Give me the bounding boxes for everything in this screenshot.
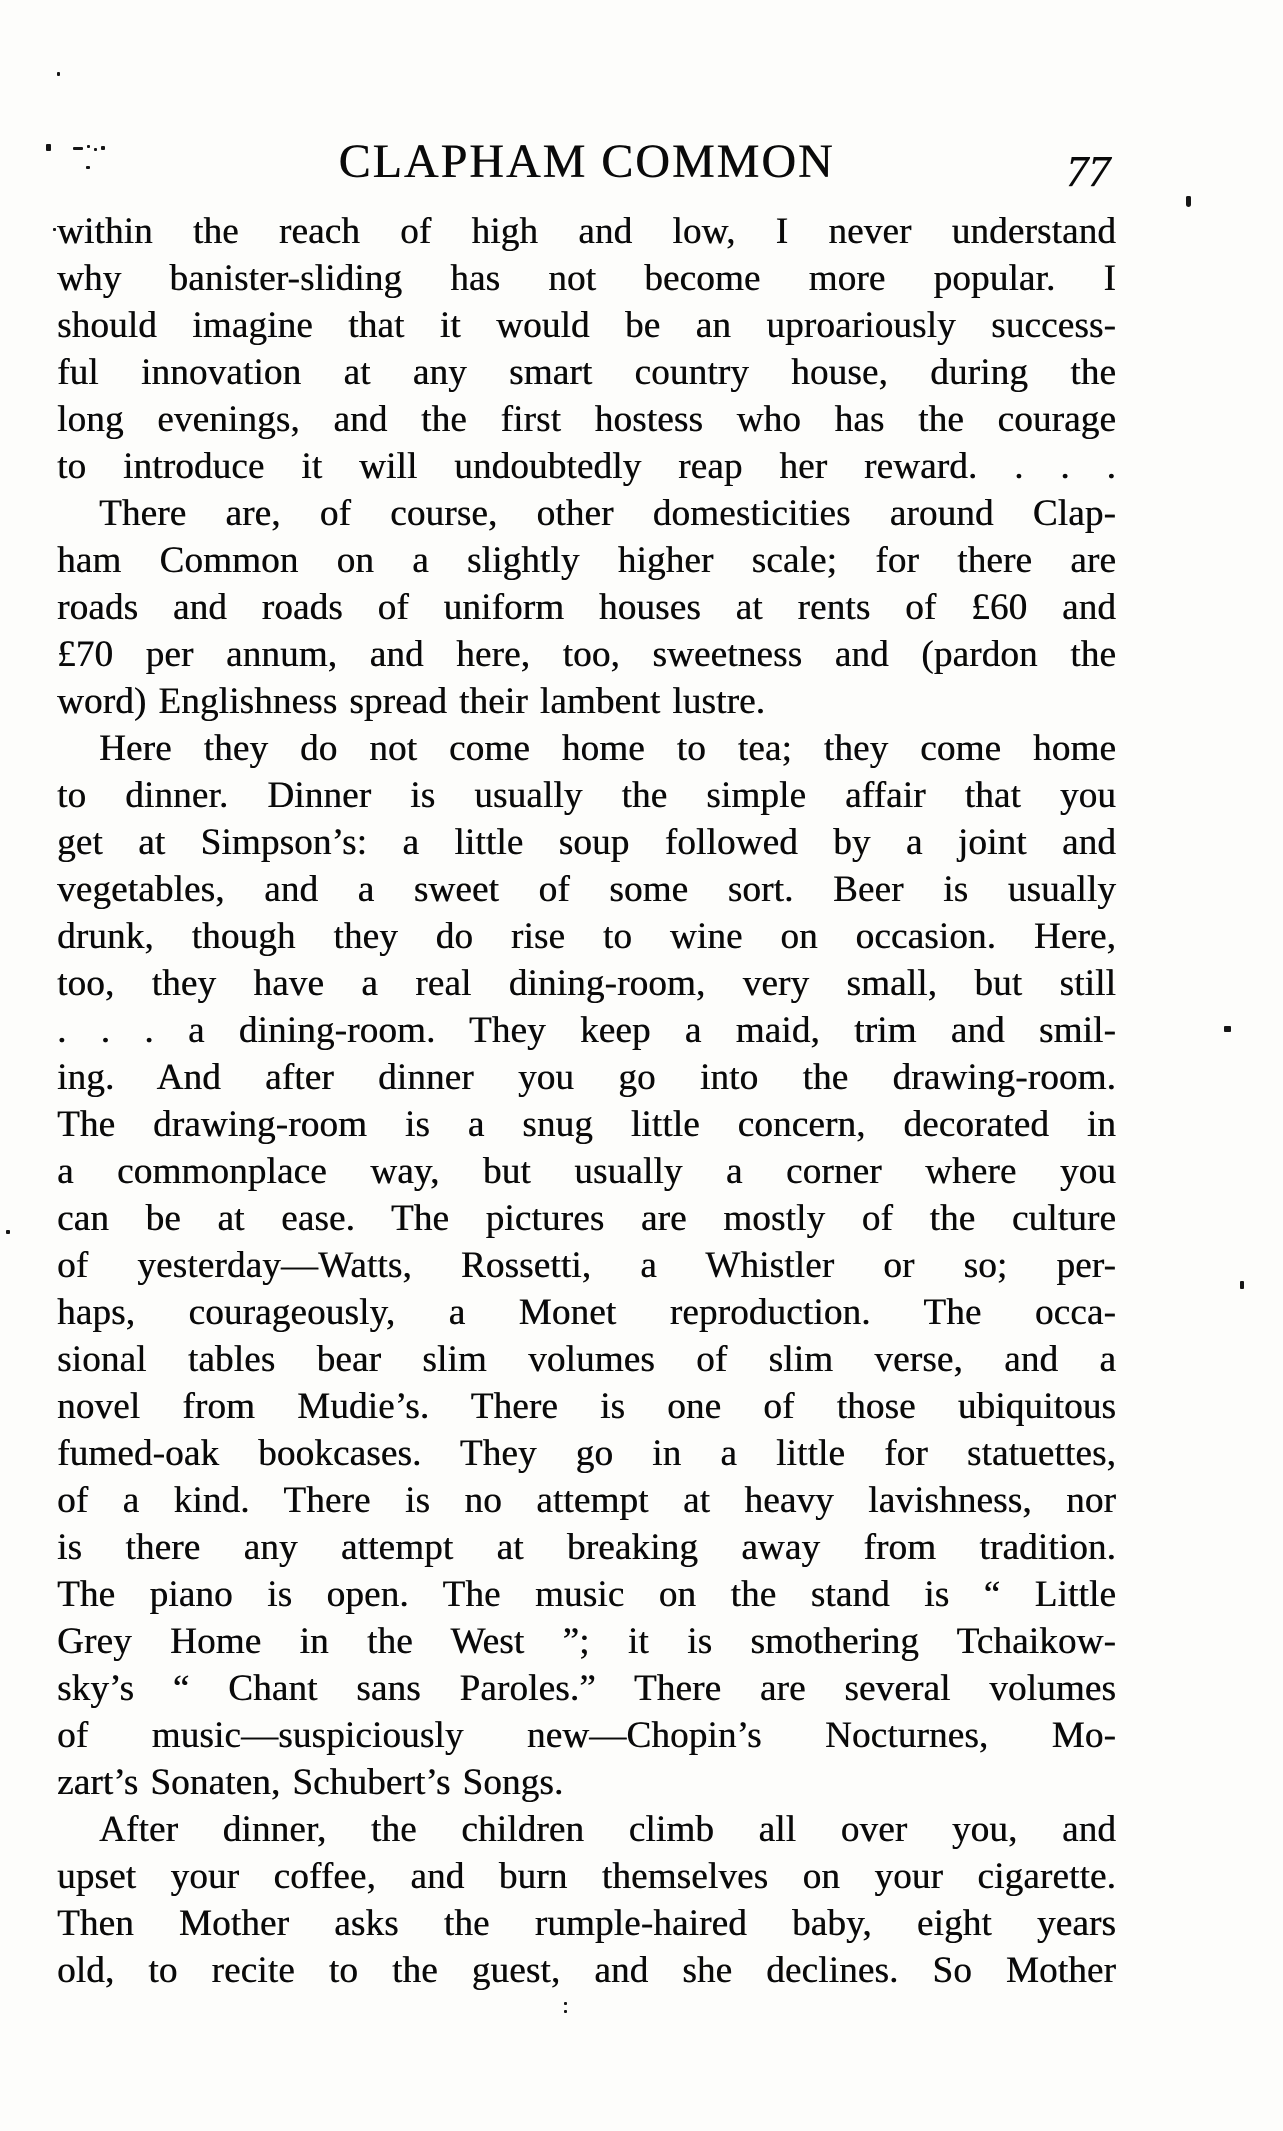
text-line: long evenings, and the first hostess who has the courage <box>57 399 1116 440</box>
text-line: sional tables bear slim volumes of slim verse, and a <box>57 1339 1116 1380</box>
text-line: upset your coffee, and burn themselves on your cigarette. <box>57 1856 1116 1897</box>
text-line: vegetables, and a sweet of some sort. Beer is usually <box>57 869 1116 910</box>
running-head-title: CLAPHAM COMMON <box>338 135 835 188</box>
scan-speck <box>87 145 90 148</box>
text-line: drunk, though they do rise to wine on occasion. Here, <box>57 916 1116 957</box>
paragraph <box>57 725 1116 1806</box>
text-line: The drawing-room is a snug little concern, decorated in <box>57 1104 1116 1145</box>
scan-speck <box>6 1230 10 1234</box>
text-line: Then Mother asks the rumple-haired baby, eight years <box>57 1903 1116 1944</box>
text-line: too, they have a real dining-room, very small, but still <box>57 963 1116 1004</box>
text-line: haps, courageously, a Monet reproduction. The occa- <box>57 1292 1116 1333</box>
text-line: Here they do not come home to tea; they come home <box>99 728 1116 769</box>
text-line: of yesterday—Watts, Rossetti, a Whistler or so; per- <box>57 1245 1116 1286</box>
text-line: a commonplace way, but usually a corner where you <box>57 1151 1116 1192</box>
scan-speck <box>86 166 90 169</box>
scan-speck <box>73 147 83 150</box>
text-line: fumed-oak bookcases. They go in a little for statuettes, <box>57 1433 1116 1474</box>
paragraph <box>57 208 1116 490</box>
scan-speck <box>101 146 105 150</box>
text-line: ham Common on a slightly higher scale; for there are <box>57 540 1116 581</box>
scan-speck <box>94 148 97 151</box>
page-number: 77 <box>1066 147 1110 196</box>
text-line: The piano is open. The music on the stand is “ Little <box>57 1574 1116 1615</box>
paragraph <box>57 490 1116 725</box>
text-line: can be at ease. The pictures are mostly of the culture <box>57 1198 1116 1239</box>
text-line: There are, of course, other domesticities around Clap- <box>99 493 1116 534</box>
text-line: is there any attempt at breaking away from tradition. <box>57 1527 1116 1568</box>
text-line: . . . a dining-room. They keep a maid, trim and smil- <box>57 1010 1116 1051</box>
text-line: zart’s Sonaten, Schubert’s Songs. <box>57 1762 564 1803</box>
text-line: within the reach of high and low, I never understand <box>57 211 1116 252</box>
text-line: why banister-sliding has not become more popular. I <box>57 258 1116 299</box>
text-line: to dinner. Dinner is usually the simple affair that you <box>57 775 1116 816</box>
text-line: £70 per annum, and here, too, sweetness and (pardon the <box>57 634 1116 675</box>
scan-speck <box>1224 1026 1231 1032</box>
text-line: ing. And after dinner you go into the drawing-room. <box>57 1057 1116 1098</box>
text-line: word) Englishness spread their lambent lustre. <box>57 681 766 722</box>
scan-speck <box>46 144 51 151</box>
text-line: get at Simpson’s: a little soup followed by a joint and <box>57 822 1116 863</box>
text-line: novel from Mudie’s. There is one of those ubiquitous <box>57 1386 1116 1427</box>
text-line: of music—suspiciously new—Chopin’s Nocturnes, Mo- <box>57 1715 1116 1756</box>
paragraph <box>57 1806 1116 1994</box>
scan-speck <box>57 72 60 76</box>
text-line: roads and roads of uniform houses at rents of £60 and <box>57 587 1116 628</box>
text-line: of a kind. There is no attempt at heavy lavishness, nor <box>57 1480 1116 1521</box>
scan-speck <box>564 2010 567 2013</box>
scan-speck <box>1240 1281 1244 1289</box>
scan-speck <box>1186 196 1191 207</box>
text-line: Grey Home in the West ”; it is smothering Tchaikow- <box>57 1621 1116 1662</box>
text-line: to introduce it will undoubtedly reap her reward. . . . <box>57 446 1116 487</box>
text-line: After dinner, the children climb all over you, and <box>99 1809 1116 1850</box>
text-column <box>57 208 1116 1994</box>
text-line: should imagine that it would be an uproariously success- <box>57 305 1116 346</box>
text-line: old, to recite to the guest, and she declines. So Mother <box>57 1950 1116 1991</box>
scan-speck <box>53 228 56 231</box>
text-line: ful innovation at any smart country house, during the <box>57 352 1116 393</box>
scan-speck <box>564 2002 567 2005</box>
text-line: sky’s “ Chant sans Paroles.” There are several volumes <box>57 1668 1116 1709</box>
